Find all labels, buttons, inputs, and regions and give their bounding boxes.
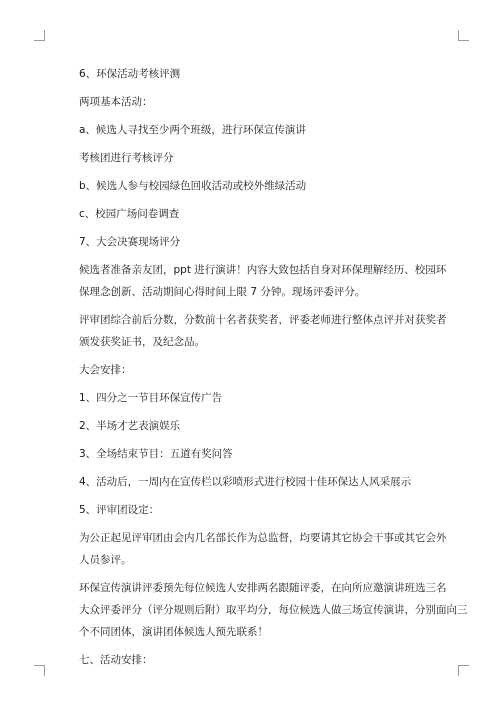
list-item-4: 4、活动后，一周内在宣传栏以彩喷形式进行校园十佳环保达人风采展示 [79, 476, 412, 488]
body-line: 人员参评。 [79, 554, 132, 566]
paragraph-panel [79, 531, 447, 567]
document-body [79, 67, 468, 667]
body-line: 评审团综合前后分数，分数前十名者获奖者，评委老师进行整体点评并对获奖者 [79, 314, 447, 326]
body-line: 大众评委评分（评分规则后附）取平均分，每位候选人做三场宣传演讲，分别面向三 [79, 604, 468, 616]
paragraph-judging [79, 313, 447, 349]
list-item-5: 5、评审团设定： [79, 504, 160, 516]
list-item-3: 3、全场结束节目：五道有奖问答 [79, 448, 233, 460]
body-line: 考核团进行考核评分 [79, 152, 174, 164]
page-corner-mark-bottom-left [34, 665, 45, 676]
body-line: 环保宣传演讲评委预先每位候选人安排两名跟随评委，在向所应邀演讲班选三名 [79, 582, 447, 594]
list-item-1: 1、四分之一节目环保宣传广告 [79, 392, 223, 404]
body-line: 颁发获奖证书，及纪念品。 [79, 336, 205, 348]
body-line: 两项基本活动： [79, 96, 153, 108]
section-heading-6: 6、环保活动考核评测 [79, 68, 181, 80]
page-corner-mark-bottom-right [458, 665, 469, 676]
page-corner-mark-top-right [458, 30, 469, 41]
list-item-2: 2、半场才艺表演娱乐 [79, 420, 181, 432]
body-line: 个不同团体，演讲团体候选人预先联系！ [79, 626, 268, 638]
paragraph-promotion [79, 581, 468, 639]
section-heading-schedule: 七、活动安排： [79, 654, 153, 666]
body-line: 保理念创新、活动期间心得时间上限 7 分钟。现场评委评分。 [79, 286, 366, 298]
subsection-heading: 大会安排： [79, 364, 132, 376]
body-line: 候选者准备亲友团，ppt 进行演讲！内容大致包括自身对环保理解经历、校园环 [79, 264, 447, 276]
list-item-c: c、校园广场问卷调查 [79, 208, 180, 220]
list-item-a: a、候选人寻找至少两个班级，进行环保宣传演讲 [79, 124, 306, 136]
page-corner-mark-top-left [34, 30, 45, 41]
body-line: 为公正起见评审团由会内几名部长作为总监督，均要请其它协会干事或其它会外 [79, 532, 447, 544]
paragraph-speech [79, 263, 447, 299]
list-item-b: b、候选人参与校园绿色回收活动或校外维绿活动 [79, 180, 307, 192]
section-heading-7: 7、大会决赛现场评分 [79, 236, 181, 248]
